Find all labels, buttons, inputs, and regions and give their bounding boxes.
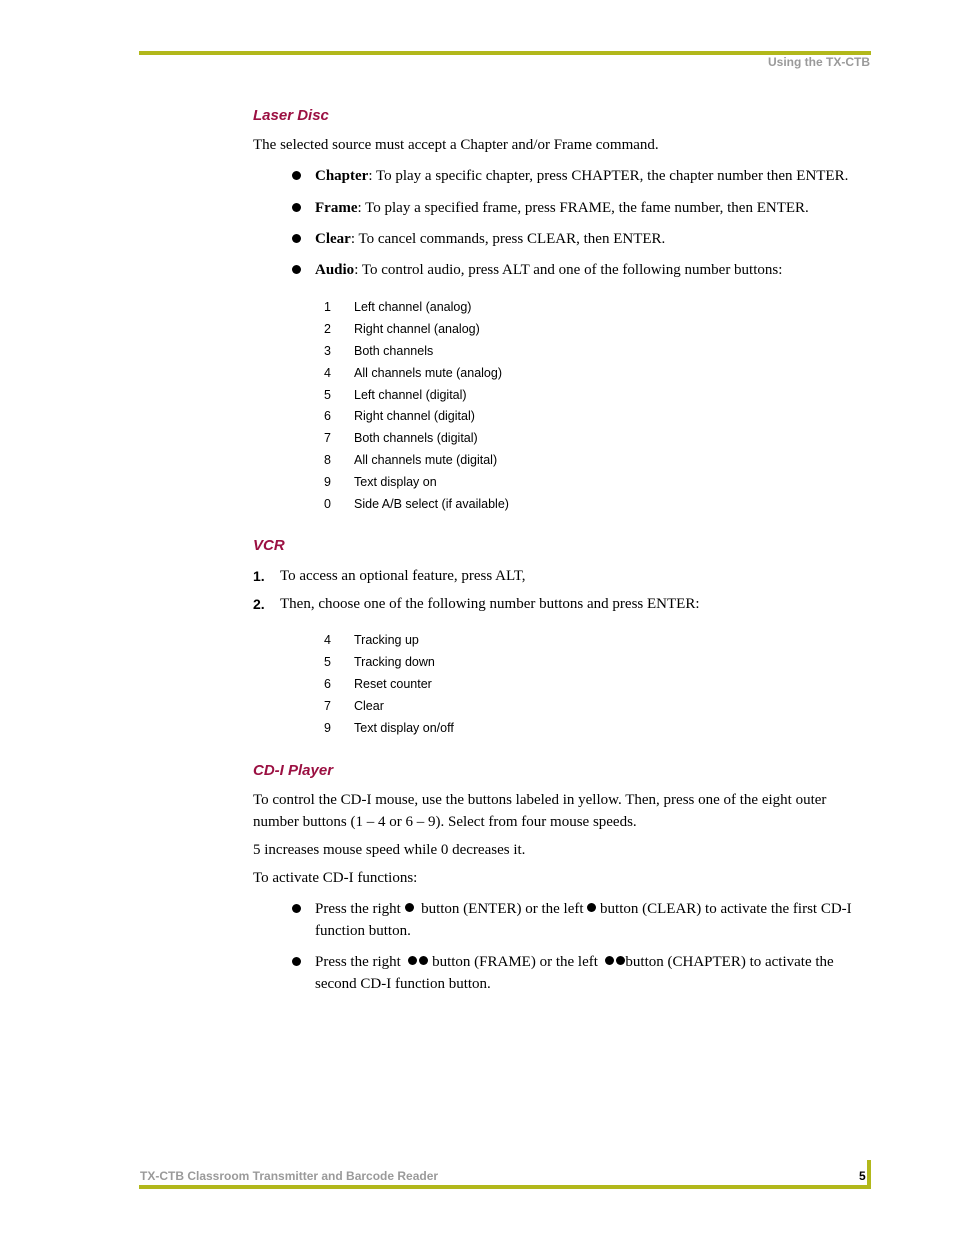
bullet-term: Clear bbox=[315, 231, 351, 247]
step-text: To access an optional feature, press ALT, bbox=[280, 568, 526, 584]
code-label: Reset counter bbox=[354, 676, 432, 691]
header-rule bbox=[139, 51, 871, 55]
code-label: Side A/B select (if available) bbox=[354, 497, 509, 512]
bullet-dot-icon bbox=[292, 957, 301, 966]
vcr-heading: VCR bbox=[253, 537, 285, 554]
code-label: Text display on/off bbox=[354, 720, 454, 735]
code-number: 6 bbox=[324, 409, 331, 424]
bullet-text: : To play a specified frame, press FRAME, the fame number, then ENTER. bbox=[357, 200, 809, 216]
page-number: 5 bbox=[859, 1169, 866, 1183]
bullet-dot-icon bbox=[292, 203, 301, 212]
bullet-text: : To control audio, press ALT and one of the following number buttons: bbox=[354, 262, 783, 278]
code-number: 4 bbox=[324, 365, 331, 380]
code-label: Left channel (analog) bbox=[354, 300, 472, 314]
bullet-term: Audio bbox=[315, 262, 355, 278]
code-label: Both channels bbox=[354, 343, 434, 358]
double-dot-button-icon bbox=[605, 954, 625, 970]
code-number: 6 bbox=[324, 676, 331, 691]
footer-side-rule bbox=[867, 1160, 871, 1189]
step-text: Then, choose one of the following number buttons and press ENTER: bbox=[280, 596, 700, 612]
bullet-dot-icon bbox=[292, 265, 301, 274]
bullet-text: button (CLEAR) to activate the first CD-I function button. bbox=[315, 901, 852, 939]
code-label: All channels mute (analog) bbox=[354, 365, 502, 380]
bullet-text: button (ENTER) or the left bbox=[421, 901, 584, 917]
code-number: 2 bbox=[324, 321, 331, 336]
code-label: Right channel (digital) bbox=[354, 409, 475, 424]
bullet-term: Chapter bbox=[315, 168, 369, 184]
code-label: Right channel (analog) bbox=[354, 321, 480, 336]
code-number: 7 bbox=[324, 431, 331, 446]
double-dot-button-icon bbox=[408, 954, 428, 970]
step-number: 1. bbox=[253, 568, 265, 584]
bullet-text: Press the right bbox=[315, 954, 401, 970]
code-label: All channels mute (digital) bbox=[354, 453, 498, 468]
code-number: 5 bbox=[324, 387, 331, 402]
code-label: Left channel (digital) bbox=[354, 387, 467, 402]
bullet-text: Press the right bbox=[315, 901, 401, 917]
cdi-paragraph: To control the CD-I mouse, use the buttons labeled in yellow. Then, press one of the eight outer number buttons (1 – 4 or 6 – 9). Select from four mouse speeds. bbox=[253, 792, 827, 830]
code-label: Both channels (digital) bbox=[354, 431, 478, 446]
footer-rule bbox=[139, 1185, 871, 1189]
step-number: 2. bbox=[253, 596, 265, 612]
cdi-paragraph: 5 increases mouse speed while 0 decreases it. bbox=[253, 842, 526, 858]
code-number: 3 bbox=[324, 343, 331, 358]
bullet-dot-icon bbox=[292, 234, 301, 243]
single-dot-button-icon bbox=[587, 903, 596, 912]
code-number: 8 bbox=[324, 453, 331, 468]
code-number: 0 bbox=[324, 497, 331, 512]
bullet-text: : To play a specific chapter, press CHAPTER, the chapter number then ENTER. bbox=[368, 168, 849, 184]
bullet-term: Frame bbox=[315, 200, 358, 216]
bullet-text: button (CHAPTER) to activate the second CD-I function button. bbox=[315, 954, 834, 992]
code-number: 9 bbox=[324, 720, 331, 735]
bullet-text: button (FRAME) or the left bbox=[432, 954, 598, 970]
cdi-heading: CD-I Player bbox=[253, 762, 334, 779]
code-label: Tracking up bbox=[354, 633, 419, 647]
bullet-text: : To cancel commands, press CLEAR, then ENTER. bbox=[350, 231, 666, 247]
cdi-paragraph: To activate CD-I functions: bbox=[253, 870, 418, 886]
code-number: 1 bbox=[324, 300, 331, 314]
running-head: Using the TX-CTB bbox=[768, 55, 870, 69]
bullet-dot-icon bbox=[292, 904, 301, 913]
code-label: Tracking down bbox=[354, 654, 435, 669]
laser-disc-heading: Laser Disc bbox=[253, 107, 329, 124]
code-number: 9 bbox=[324, 475, 331, 490]
code-number: 4 bbox=[324, 633, 331, 647]
code-label: Clear bbox=[354, 698, 384, 713]
code-label: Text display on bbox=[354, 475, 437, 490]
code-number: 7 bbox=[324, 698, 331, 713]
laser-disc-intro: The selected source must accept a Chapter and/or Frame command. bbox=[253, 137, 659, 153]
bullet-dot-icon bbox=[292, 171, 301, 180]
footer-title: TX-CTB Classroom Transmitter and Barcode Reader bbox=[140, 1169, 439, 1183]
single-dot-button-icon bbox=[405, 903, 414, 912]
code-number: 5 bbox=[324, 654, 331, 669]
